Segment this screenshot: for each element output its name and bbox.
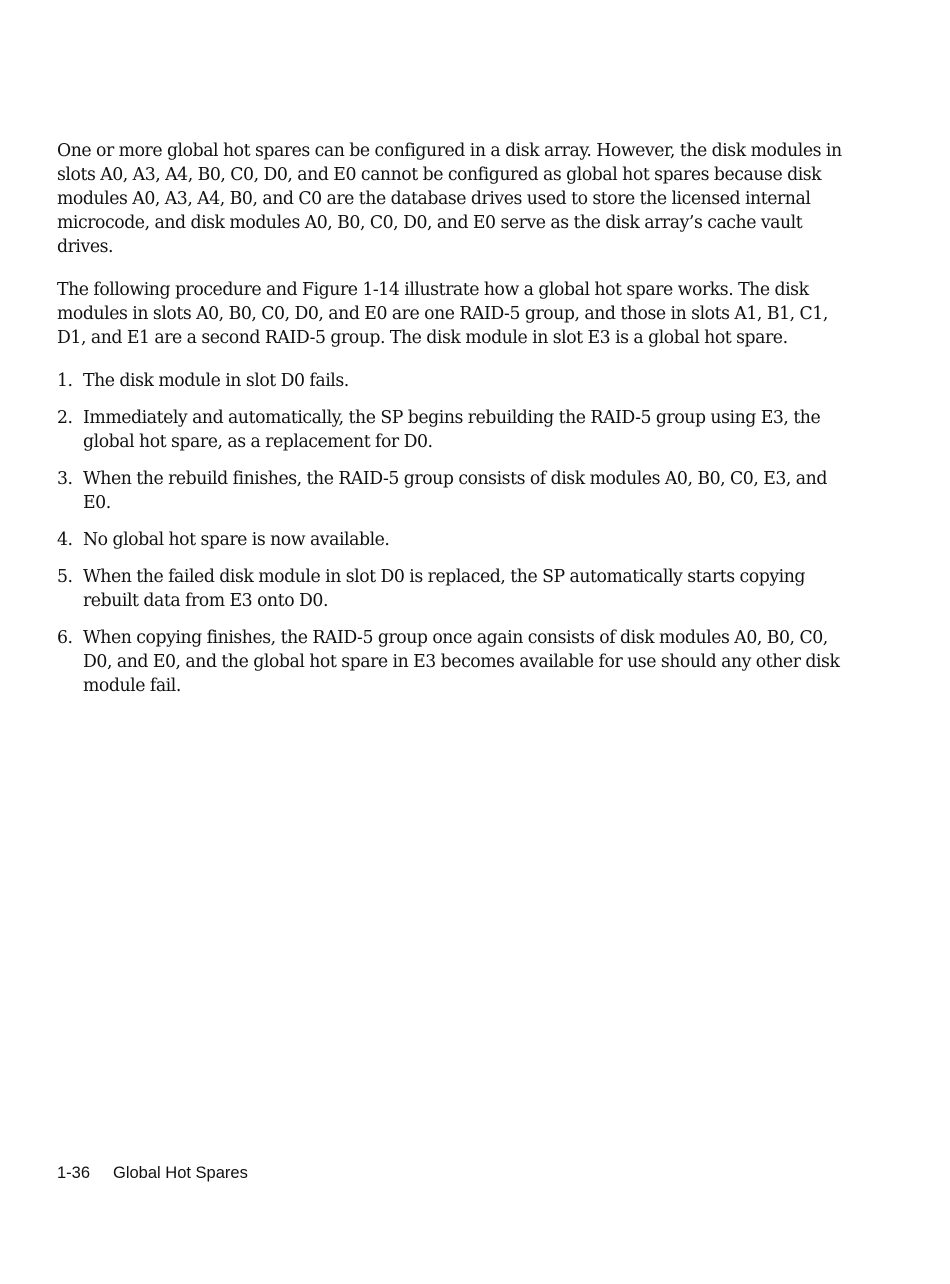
footer-section-title: Global Hot Spares [113,1164,248,1182]
step-text: When the failed disk module in slot D0 is replaced, the SP automatically starts copying rebuilt data from E3 onto D0. [83,567,806,611]
page-body [57,139,857,711]
step-text: The disk module in slot D0 fails. [83,371,349,391]
procedure-step [57,626,857,698]
footer-page-number: 1-36 [57,1164,91,1182]
step-text: When the rebuild finishes, the RAID-5 group consists of disk modules A0, B0, C0, E3, and E0. [83,469,827,513]
procedure-paragraph: The following procedure and Figure 1-14 illustrate how a global hot spare works. The disk modules in slots A0, B0, C0, D0, and E0 are one RAID-5 group, and those in slots A1, B1, C1, D1, and E1 are a second RAID-5 group. The disk module in slot E3 is a global hot spare. [57,280,828,348]
step-text: No global hot spare is now available. [83,530,390,550]
step-number: 3. [57,469,73,489]
procedure-step [57,565,857,613]
procedure-step [57,369,857,393]
step-number: 2. [57,408,73,428]
step-number: 5. [57,567,73,587]
step-text: Immediately and automatically, the SP begins rebuilding the RAID-5 group using E3, the global hot spare, as a replacement for D0. [83,408,821,452]
step-text: When copying finishes, the RAID-5 group once again consists of disk modules A0, B0, C0, D0, and E0, and the global hot spare in E3 becomes available for use should any other disk module fail. [83,628,840,696]
page-footer [57,1162,248,1184]
procedure-step [57,467,857,515]
procedure-step [57,406,857,454]
step-number: 1. [57,371,73,391]
intro-paragraph: One or more global hot spares can be configured in a disk array. However, the disk modules in slots A0, A3, A4, B0, C0, D0, and E0 cannot be configured as global hot spares because disk modules A0, A3, A4, B0, and C0 are the database drives used to store the licensed internal microcode, and disk modules A0, B0, C0, D0, and E0 serve as the disk array’s cache vault drives. [57,141,842,257]
step-number: 6. [57,628,73,648]
procedure-steps-list [57,369,857,698]
procedure-step [57,528,857,552]
step-number: 4. [57,530,73,550]
